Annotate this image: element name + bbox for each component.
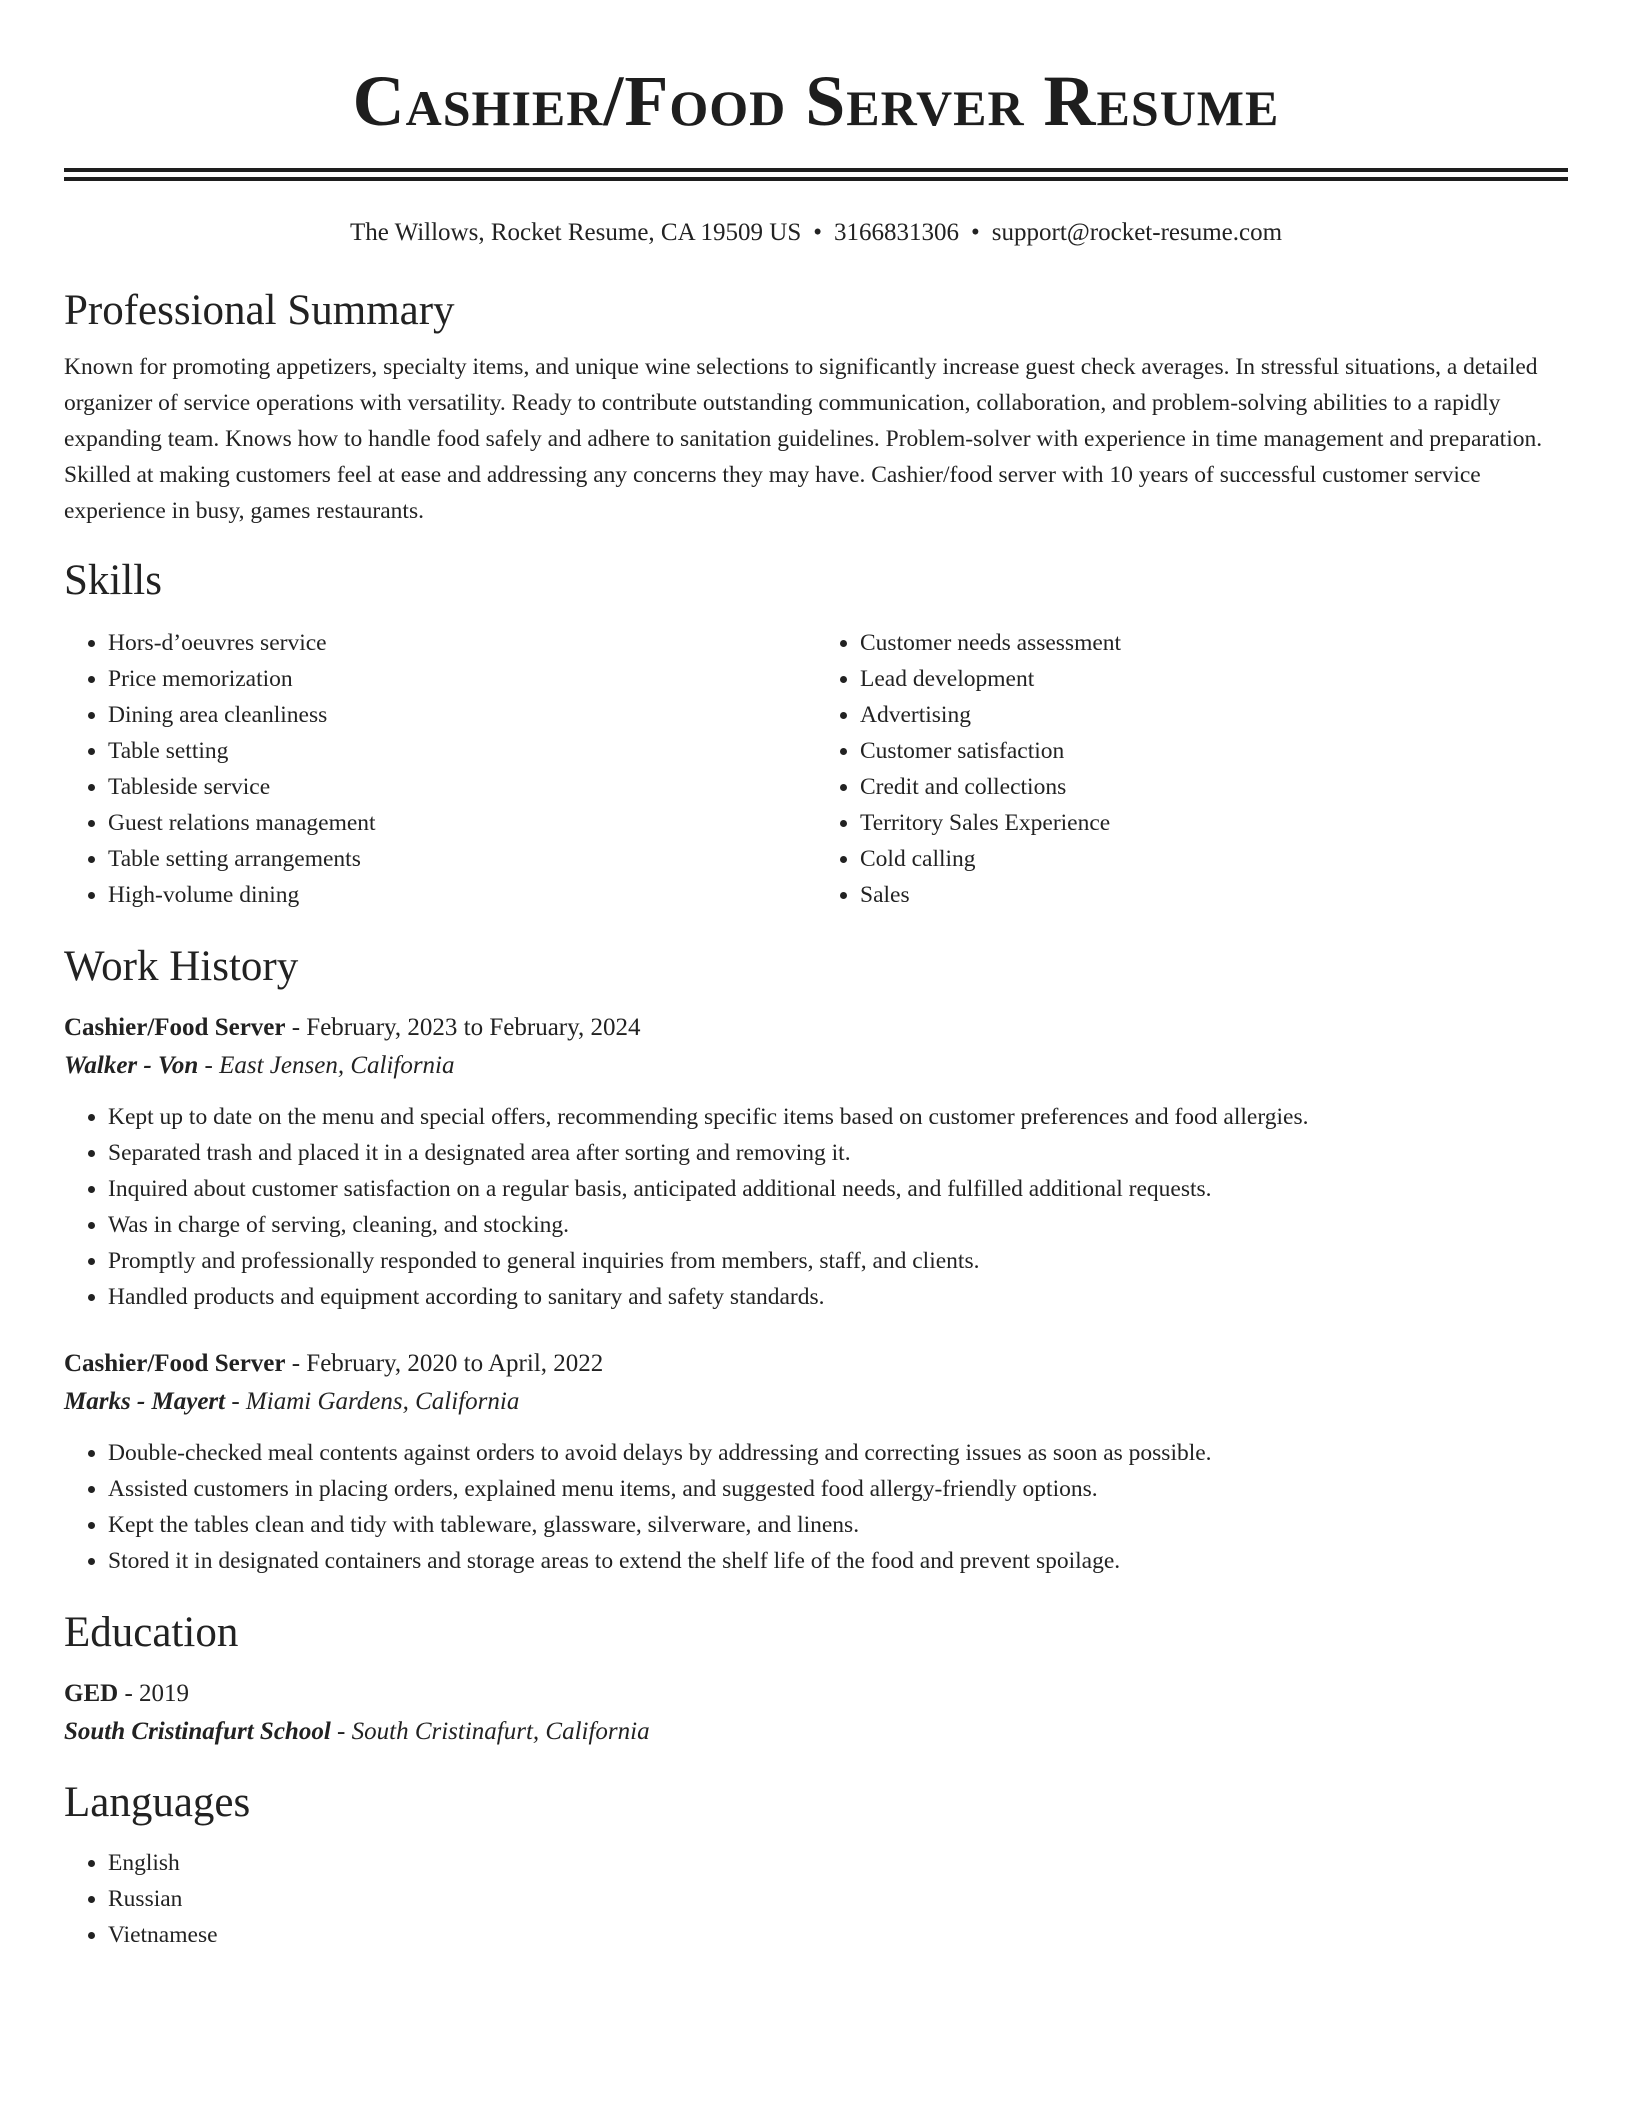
job-bullet: • Double-checked meal contents against orders to avoid delays by addressing and correcting issues as soon as possible. — [108, 1435, 1568, 1471]
section-heading-summary: Professional Summary — [64, 287, 455, 334]
skill-item: • Sales — [860, 877, 1568, 913]
job-bullet: • Inquired about customer satisfaction on a regular basis, anticipated additional needs, and fulfilled additional requests. — [108, 1171, 1568, 1207]
contact-address: The Willows, Rocket Resume, CA 19509 US — [349, 219, 802, 246]
education-degree-line — [64, 1675, 1568, 1713]
contact-separator: • — [971, 219, 980, 246]
job-entry — [64, 1345, 1568, 1579]
education-year: - 2019 — [118, 1680, 190, 1707]
section-heading-education: Education — [64, 1609, 239, 1656]
education-location: - South Cristinafurt, California — [330, 1718, 650, 1745]
skill-item: • Table setting — [108, 733, 816, 769]
job-title: Cashier/Food Server — [64, 1014, 286, 1041]
skill-item: • Dining area cleanliness — [108, 697, 816, 733]
job-bullets — [64, 1099, 1568, 1315]
section-heading-skills: Skills — [64, 557, 162, 604]
job-title: Cashier/Food Server — [64, 1350, 286, 1377]
job-bullets — [64, 1435, 1568, 1579]
job-bullet: • Promptly and professionally responded to general inquiries from members, staff, and clients. — [108, 1243, 1568, 1279]
language-item: • Vietnamese — [108, 1917, 1568, 1953]
job-header — [64, 1345, 1568, 1383]
skills-list-right — [816, 625, 1568, 913]
title-divider-bottom — [64, 177, 1568, 181]
job-bullet: • Separated trash and placed it in a designated area after sorting and removing it. — [108, 1135, 1568, 1171]
skills-list-left — [64, 625, 816, 913]
job-bullet: • Assisted customers in placing orders, explained menu items, and suggested food allergy-friendly options. — [108, 1471, 1568, 1507]
education-degree: GED — [64, 1680, 119, 1707]
job-bullet: • Kept the tables clean and tidy with tableware, glassware, silverware, and linens. — [108, 1507, 1568, 1543]
job-bullet: • Kept up to date on the menu and special offers, recommending specific items based on customer preferences and food allergies. — [108, 1099, 1568, 1135]
education-school-line — [64, 1713, 1568, 1751]
skills-columns — [64, 625, 1568, 913]
skill-item: • Cold calling — [860, 841, 1568, 877]
skill-item: • Hors-d’oeuvres service — [108, 625, 816, 661]
job-entry — [64, 1009, 1568, 1315]
skill-item: • Table setting arrangements — [108, 841, 816, 877]
skill-item: • Tableside service — [108, 769, 816, 805]
job-bullet: • Stored it in designated containers and storage areas to extend the shelf life of the food and prevent spoilage. — [108, 1543, 1568, 1579]
job-company: Marks - Mayert — [64, 1388, 226, 1415]
education-school: South Cristinafurt School — [64, 1718, 331, 1745]
job-company: Walker - Von — [64, 1052, 199, 1079]
skill-item: • Advertising — [860, 697, 1568, 733]
job-dates: - February, 2023 to February, 2024 — [285, 1014, 641, 1041]
summary-text: Known for promoting appetizers, specialty items, and unique wine selections to significantly increase guest check averages. In stressful situations, a detailed organizer of service operations with versatility. Ready to contribute outstanding communication, collaboration, and problem-solving abilities to a rapidly expanding team. Knows how to handle food safely and adhere to sanitation guidelines. Problem-solver with experience in time management and preparation. Skilled at making customers feel at ease and addressing any concerns they may have. Cashier/food server with 10 years of successful customer service experience in busy, games restaurants. — [64, 354, 1543, 524]
resume-title: Cashier/Food Server Resume — [352, 61, 1280, 141]
skill-item: • Lead development — [860, 661, 1568, 697]
job-header — [64, 1009, 1568, 1047]
skill-item: • Guest relations management — [108, 805, 816, 841]
job-bullet: • Handled products and equipment according to sanitary and safety standards. — [108, 1279, 1568, 1315]
job-company-line — [64, 1383, 1568, 1421]
job-dates: - February, 2020 to April, 2022 — [285, 1350, 604, 1377]
contact-line — [64, 217, 1568, 249]
skill-item: • Customer needs assessment — [860, 625, 1568, 661]
job-location: - East Jensen, California — [198, 1052, 455, 1079]
skill-item: • Credit and collections — [860, 769, 1568, 805]
language-item: • English — [108, 1845, 1568, 1881]
skill-item: • High-volume dining — [108, 877, 816, 913]
section-heading-work-history: Work History — [64, 943, 299, 990]
title-divider-top — [64, 168, 1568, 172]
job-location: - Miami Gardens, California — [225, 1388, 520, 1415]
section-heading-languages: Languages — [64, 1779, 251, 1826]
skill-item: • Customer satisfaction — [860, 733, 1568, 769]
skill-item: • Territory Sales Experience — [860, 805, 1568, 841]
contact-email: support@rocket-resume.com — [991, 219, 1283, 246]
contact-separator: • — [813, 219, 822, 246]
job-bullet: • Was in charge of serving, cleaning, and stocking. — [108, 1207, 1568, 1243]
language-item: • Russian — [108, 1881, 1568, 1917]
job-company-line — [64, 1047, 1568, 1085]
languages-list — [64, 1845, 1568, 1953]
skill-item: • Price memorization — [108, 661, 816, 697]
contact-phone: 3166831306 — [834, 219, 959, 246]
